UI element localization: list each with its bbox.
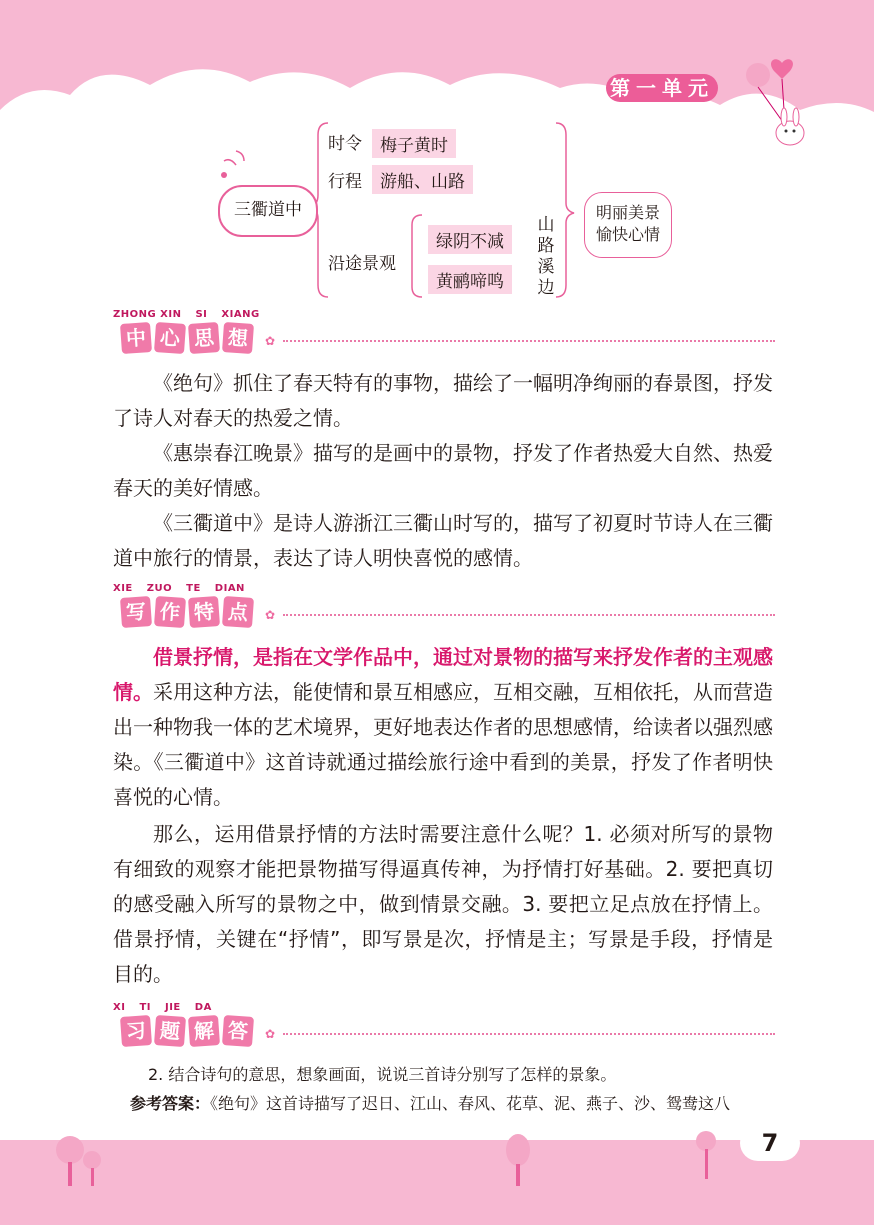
section-pinyin: XIE ZUO TE DIAN	[113, 583, 245, 594]
page-number: 7	[740, 1125, 800, 1161]
section-header-writing-features	[113, 583, 773, 633]
section-header-central-idea	[113, 309, 773, 359]
poem-structure-diagram	[200, 115, 700, 305]
scenery-item-2: 黄鹂啼鸣	[428, 265, 512, 294]
row-label-route: 行程	[328, 172, 362, 192]
writing-paragraph-2: 那么，运用借景抒情的方法时需要注意什么呢？1. 必须对所写的景物有细致的观察才能把景物描写得逼真传神，为抒情打好基础。2. 要把真切的感受融入所写的景物之中，做到情景交融。3. 要把立足点放在抒情上。借景抒情，关键在“抒情”，即写景是次，抒情是主；写景是手段，抒情是目的。	[113, 822, 773, 986]
dotted-divider	[283, 340, 775, 342]
flower-icon: ✿	[265, 334, 276, 348]
diagram-topic: 三衢道中	[218, 185, 318, 237]
row-label-season: 时令	[328, 134, 362, 154]
section-title: 习 题 解 答	[121, 1016, 253, 1046]
vertical-label: 山 路 溪 边	[537, 215, 555, 298]
dotted-divider	[283, 1033, 775, 1035]
exercise-answer	[130, 1093, 770, 1115]
section-title: 中 心 思 想	[121, 323, 253, 353]
writing-paragraph-1	[113, 640, 773, 815]
row-value-season: 梅子黄时	[372, 129, 456, 158]
flower-icon: ✿	[265, 608, 276, 622]
central-paragraph-2: 《惠崇春江晚景》描写的是画中的景物，抒发了作者热爱大自然、热爱春天的美好情感。	[113, 441, 773, 500]
central-paragraph-1: 《绝句》抓住了春天特有的事物，描绘了一幅明净绚丽的春景图，抒发了诗人对春天的热爱之情。	[113, 371, 773, 430]
section-header-exercises	[113, 1002, 773, 1052]
tree-icon	[500, 1128, 550, 1188]
scenery-label: 沿途景观	[328, 254, 396, 274]
section-pinyin: XI TI JIE DA	[113, 1002, 212, 1013]
answer-text: 《绝句》这首诗描写了迟日、江山、春风、花草、泥、燕子、沙、鸳鸯这八	[210, 1094, 731, 1113]
exercise-question: 2. 结合诗句的意思，想象画面，说说三首诗分别写了怎样的景象。	[148, 1065, 617, 1084]
section-pinyin: ZHONG XIN SI XIANG	[113, 309, 260, 320]
answer-label: 参考答案：	[130, 1094, 211, 1113]
writing-paragraph-1-rest: 采用这种方法，能使情和景互相感应，互相交融，互相依托，从而营造出一种物我一体的艺术境界，更好地表达作者的思想感情，给读者以强烈感染。《三衢道中》这首诗就通过描绘旅行途中看到的美景，抒发了作者明快喜悦的心情。	[113, 680, 773, 809]
dotted-divider	[283, 614, 775, 616]
flower-icon: ✿	[265, 1027, 276, 1041]
unit-badge: 第一单元	[606, 74, 718, 102]
row-value-route: 游船、山路	[372, 165, 473, 194]
rabbit-balloon-icon	[740, 55, 850, 155]
central-paragraph-3: 《三衢道中》是诗人游浙江三衢山时写的，描写了初夏时节诗人在三衢道中旅行的情景，表达了诗人明快喜悦的感情。	[113, 511, 773, 570]
definition-highlight: 借景抒情，是指在文学作品中，通过对景物的描写来抒发作者的主观感情。	[113, 645, 773, 704]
diagram-result: 明丽美景 愉快心情	[584, 192, 672, 258]
scenery-item-1: 绿阴不减	[428, 225, 512, 254]
tree-icon	[690, 1125, 740, 1185]
tree-icon	[50, 1130, 110, 1190]
section-title: 写 作 特 点	[121, 597, 253, 627]
